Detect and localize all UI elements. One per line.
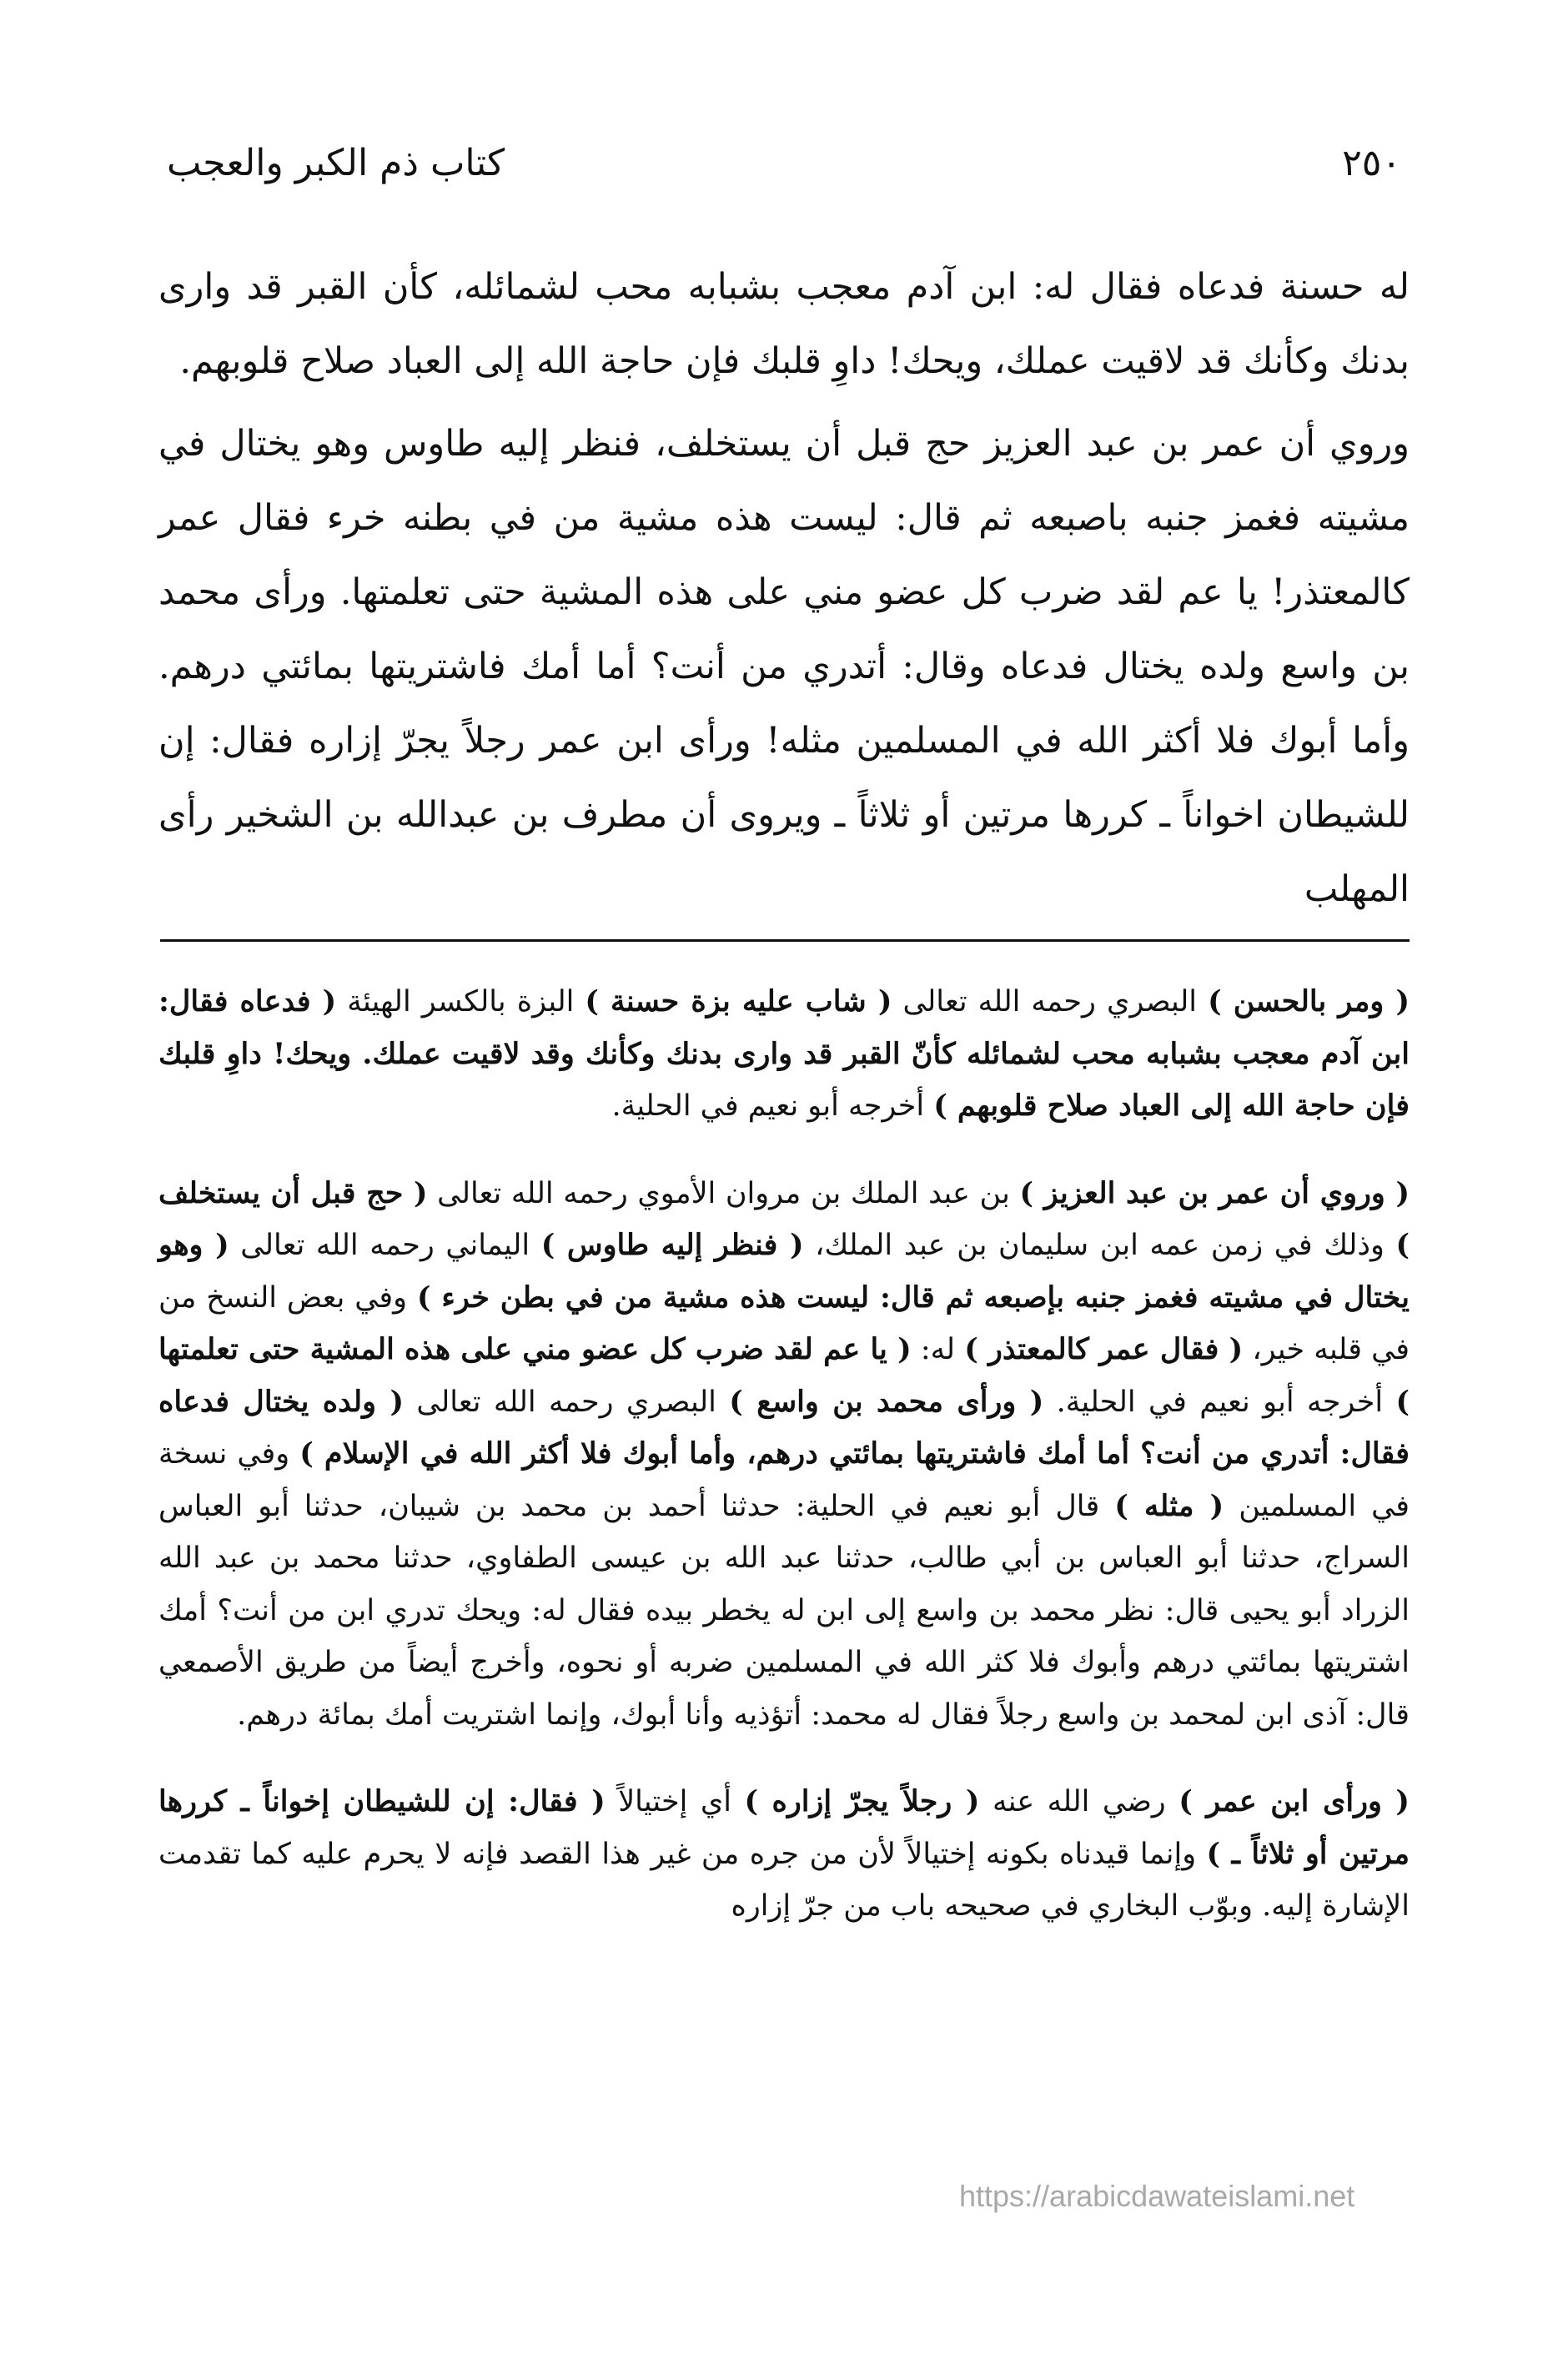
main-text <box>158 250 1410 927</box>
page-number: ٢٥٠ <box>1342 142 1401 184</box>
commentary-text: وفي نسخة في المسلمين <box>158 1437 1410 1523</box>
quoted-text: ( فقال: إن للشيطان إخواناً ـ كررها مرتين أو ثلاثاً ـ ) <box>158 1784 1410 1871</box>
commentary <box>158 976 1410 1933</box>
commentary-paragraph-3 <box>158 1776 1410 1933</box>
main-paragraph-2: وروي أن عمر بن عبد العزيز حج قبل أن يستخلف، فنظر إليه طاوس وهو يختال في مشيته فغمز جنبه باصبعه ثم قال: ليست هذه مشية من في بطنه خرء فقال عمر كالمعتذر! يا عم لقد ضرب كل عضو مني على هذه المشية حتى تعلمتها. ورأى محمد بن واسع ولده يختال فدعاه وقال: أتدري من أنت؟ أما أمك فاشتريتها بمائتي درهم. وأما أبوك فلا أكثر الله في المسلمين مثله! ورأى ابن عمر رجلاً يجرّ إزاره فقال: إن للشيطان اخواناً ـ كررها مرتين أو ثلاثاً ـ ويروى أن مطرف بن عبدالله بن الشخير رأى المهلب <box>158 423 1410 910</box>
quoted-text: ( حج قبل أن يستخلف ) <box>158 1175 1410 1262</box>
commentary-text: رضي الله عنه <box>979 1785 1179 1818</box>
quoted-text: ( وهو يختال في مشيته فغمز جنبه بإصبعه ثم قال: ليست هذه مشية من في بطن خرء ) <box>158 1228 1410 1315</box>
commentary-text: البزة بالكسر الهيئة <box>336 985 585 1019</box>
commentary-text: وإنما قيدناه بكونه إختيالاً لأن من جره من غير هذا القصد فإنه لا يحرم عليه كما تقدمت الإشارة إليه. وبوّب البخاري في صحيحه باب من جرّ إزاره <box>158 1837 1410 1923</box>
quoted-text: ( مثله ) <box>1114 1488 1224 1523</box>
commentary-text: وذلك في زمن عمه ابن سليمان بن عبد الملك، <box>803 1229 1396 1262</box>
page-header <box>158 142 1410 192</box>
book-title: كتاب ذم الكبر والعجب <box>167 142 505 184</box>
commentary-text: وفي بعض النسخ من في قلبه خير، <box>158 1280 1410 1366</box>
footnote-divider <box>160 939 1410 942</box>
commentary-text: قال أبو نعيم في الحلية: حدثنا أحمد بن محمد بن شيبان، حدثنا أبو العباس السراج، حدثنا أبو العباس بن أبي طالب، حدثنا عبد الله بن عيسى الطفاوي، حدثنا محمد بن عبد الله الزراد أبو يحيى قال: نظر محمد بن واسع إلى ابن له يخطر بيده فقال له: ويحك تدري ابن من أنت؟ أمك اشتريتها بمائتي درهم وأبوك فلا كثر الله في المسلمين ضربه أو نحوه، وأخرج أيضاً من طريق الأصمعي قال: آذى ابن لمحمد بن واسع رجلاً فقال له محمد: أتؤذيه وأنا أبوك، وإنما اشتريت أمك بمائة درهم. <box>158 1489 1410 1732</box>
commentary-text: له: <box>911 1333 965 1366</box>
commentary-text: البصري رحمه الله تعالى <box>404 1385 730 1419</box>
commentary-text: بن عبد الملك بن مروان الأموي رحمه الله تعالى <box>427 1176 1020 1210</box>
quoted-text: ( وروي أن عمر بن عبد العزيز ) <box>1019 1175 1410 1210</box>
quoted-text: ( شاب عليه بزة حسنة ) <box>585 984 892 1019</box>
quoted-text: ( فقال عمر كالمعتذر ) <box>964 1332 1244 1366</box>
commentary-paragraph-2 <box>158 1168 1410 1742</box>
watermark-url: https://arabicdawateislami.net <box>959 2179 1355 2213</box>
commentary-text: اليماني رحمه الله تعالى <box>229 1229 541 1262</box>
quoted-text: ( ولده يختال فدعاه فقال: أتدري من أنت؟ أما أمك فاشتريتها بمائتي درهم، وأما أبوك فلا أكثر الله في الإسلام ) <box>158 1384 1410 1471</box>
quoted-text: ( يا عم لقد ضرب كل عضو مني على هذه المشية حتى تعلمتها ) <box>158 1332 1410 1419</box>
commentary-text: أي إختيالاً <box>605 1785 745 1818</box>
commentary-paragraph-1 <box>158 976 1410 1133</box>
commentary-text: أخرجه أبو نعيم في الحلية. <box>611 1089 934 1123</box>
quoted-text: ( ومر بالحسن ) <box>1208 984 1410 1019</box>
quoted-text: ( فدعاه فقال: ابن آدم معجب بشبابه محب لشمائله كأنّ القبر قد وارى بدنك وكأنك وقد لاقيت عملك. ويحك! داوِ قلبك فإن حاجة الله إلى العباد صلاح قلوبهم ) <box>158 984 1410 1123</box>
commentary-text: البصري رحمه الله تعالى <box>892 985 1209 1019</box>
quoted-text: ( ورأى ابن عمر ) <box>1179 1784 1410 1818</box>
quoted-text: ( فنظر إليه طاوس ) <box>540 1228 804 1262</box>
main-paragraph-1: له حسنة فدعاه فقال له: ابن آدم معجب بشبابه محب لشمائله، كأن القبر قد وارى بدنك وكأنك قد لاقيت عملك، ويحك! داوِ قلبك فإن حاجة الله إلى العباد صلاح قلوبهم. <box>158 266 1410 382</box>
quoted-text: ( ورأى محمد بن واسع ) <box>729 1384 1044 1419</box>
commentary-text: أخرجه أبو نعيم في الحلية. <box>1043 1385 1396 1419</box>
quoted-text: ( رجلاً يجرّ إزاره ) <box>744 1784 980 1818</box>
